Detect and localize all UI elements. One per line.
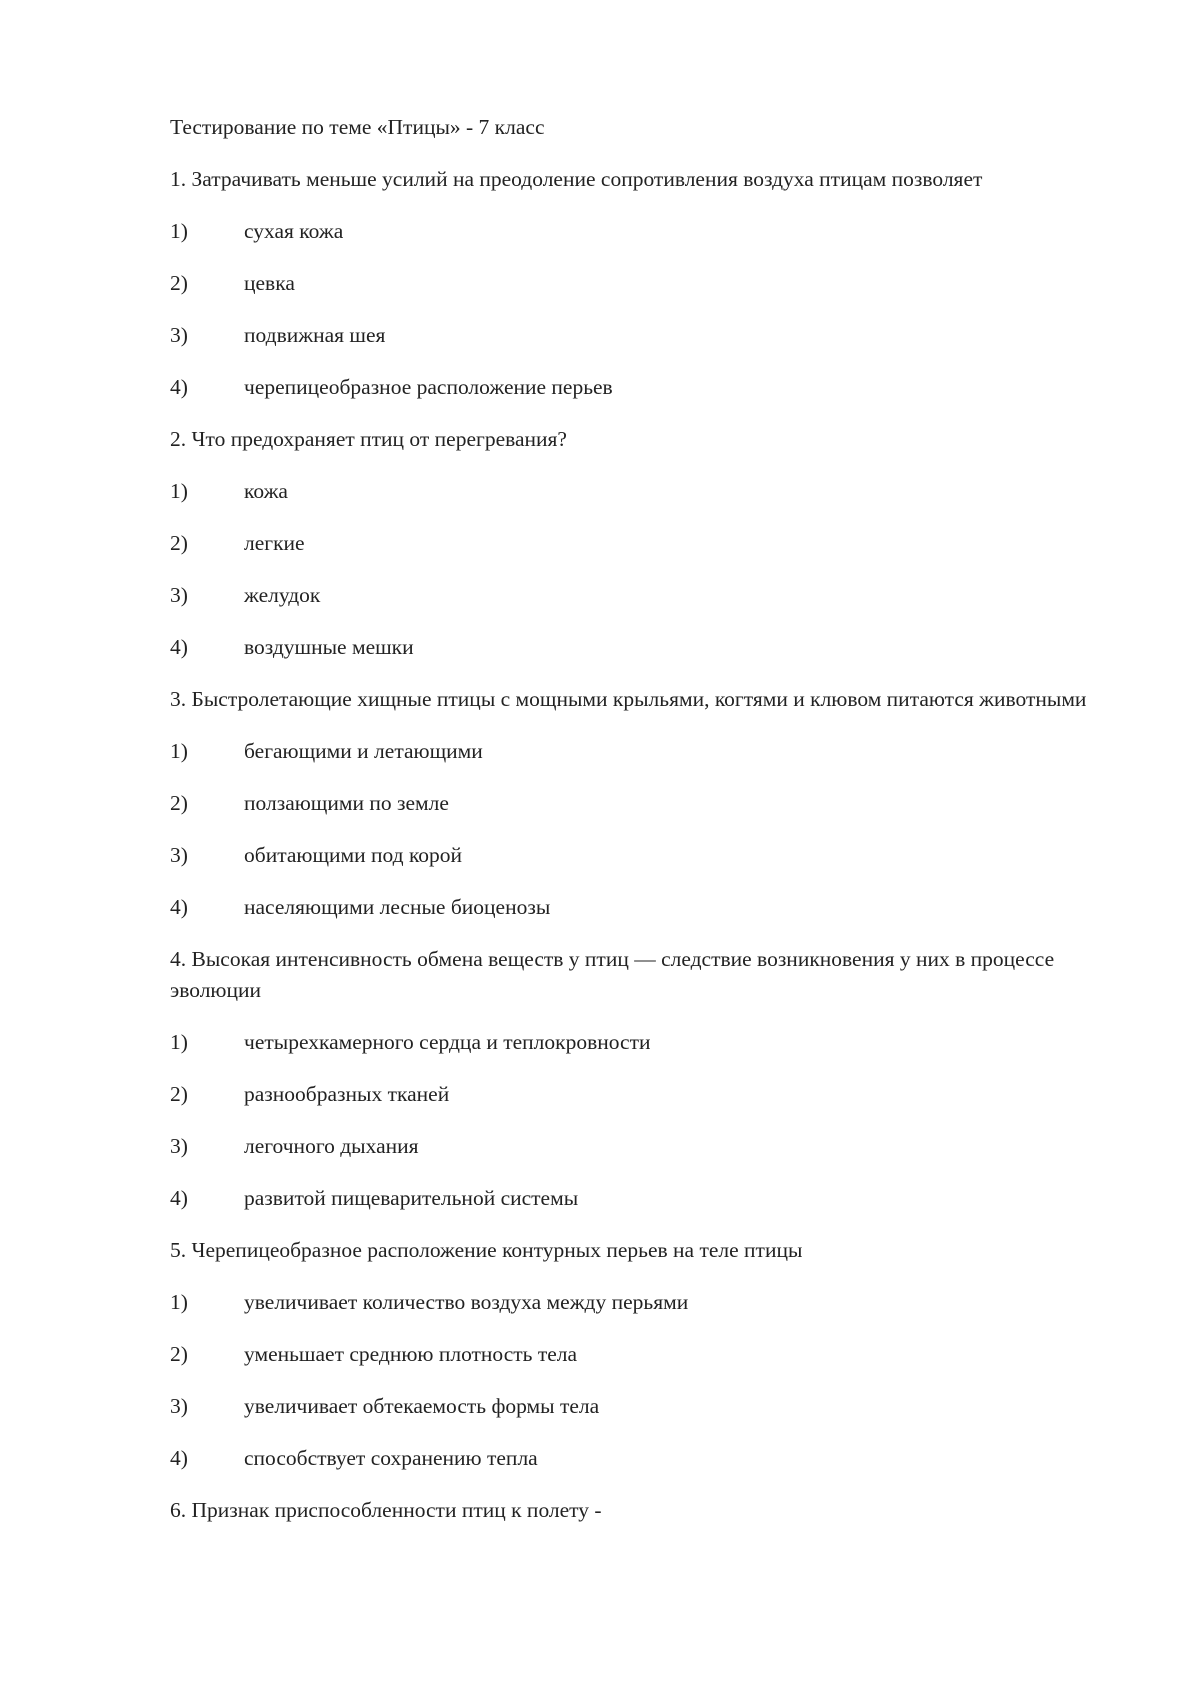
option-text: разнообразных тканей [244, 1082, 450, 1106]
question-5-option-2 [170, 1339, 1100, 1370]
option-number: 4) [170, 1186, 188, 1210]
option-text: способствует сохранению тепла [244, 1446, 538, 1470]
question-1-option-2 [170, 268, 1100, 299]
option-number: 1) [170, 479, 188, 503]
option-number: 1) [170, 219, 188, 243]
option-number: 4) [170, 895, 188, 919]
option-number: 4) [170, 1446, 188, 1470]
option-text: подвижная шея [244, 323, 386, 347]
question-6-text: 6. Признак приспособленности птиц к полету - [170, 1498, 602, 1522]
question-3-text: 3. Быстролетающие хищные птицы с мощными крыльями, когтями и клювом питаются животными [170, 687, 1087, 711]
question-1-option-1 [170, 216, 1100, 247]
question-2-option-2 [170, 528, 1100, 559]
question-3-option-1 [170, 736, 1100, 767]
question-5-option-1 [170, 1287, 1100, 1318]
option-text: увеличивает обтекаемость формы тела [244, 1394, 600, 1418]
option-number: 3) [170, 843, 188, 867]
option-number: 2) [170, 791, 188, 815]
question-4-option-1 [170, 1027, 1100, 1058]
option-text: цевка [244, 271, 295, 295]
document-title: Тестирование по теме «Птицы» - 7 класс [170, 115, 545, 139]
question-5-option-3 [170, 1391, 1100, 1422]
option-number: 1) [170, 1290, 188, 1314]
option-number: 3) [170, 583, 188, 607]
question-4-option-2 [170, 1079, 1100, 1110]
question-4-option-3 [170, 1131, 1100, 1162]
option-text: развитой пищеварительной системы [244, 1186, 579, 1210]
option-number: 3) [170, 1134, 188, 1158]
option-number: 2) [170, 531, 188, 555]
question-4-option-4 [170, 1183, 1100, 1214]
question-2-text: 2. Что предохраняет птиц от перегревания? [170, 427, 567, 451]
option-text: воздушные мешки [244, 635, 414, 659]
question-3-option-2 [170, 788, 1100, 819]
option-number: 1) [170, 1030, 188, 1054]
question-3-option-3 [170, 840, 1100, 871]
option-text: ползающими по земле [244, 791, 449, 815]
option-text: населяющими лесные биоценозы [244, 895, 551, 919]
question-5-text: 5. Черепицеобразное расположение контурных перьев на теле птицы [170, 1238, 803, 1262]
question-1-option-4 [170, 372, 1100, 403]
option-number: 3) [170, 323, 188, 347]
option-text: легочного дыхания [244, 1134, 419, 1158]
option-number: 4) [170, 375, 188, 399]
question-2-option-1 [170, 476, 1100, 507]
option-number: 3) [170, 1394, 188, 1418]
option-text: желудок [244, 583, 321, 607]
option-text: сухая кожа [244, 219, 344, 243]
question-4-text: 4. Высокая интенсивность обмена веществ у птиц — следствие возникновения у них в процессе эволюции [170, 947, 1055, 1002]
document-content [170, 112, 1100, 1547]
option-number: 2) [170, 271, 188, 295]
option-text: увеличивает количество воздуха между перьями [244, 1290, 689, 1314]
option-text: бегающими и летающими [244, 739, 483, 763]
option-number: 2) [170, 1082, 188, 1106]
question-1-option-3 [170, 320, 1100, 351]
question-5-option-4 [170, 1443, 1100, 1474]
option-text: черепицеобразное расположение перьев [244, 375, 613, 399]
question-2-option-4 [170, 632, 1100, 663]
option-number: 2) [170, 1342, 188, 1366]
question-1-text: 1. Затрачивать меньше усилий на преодоление сопротивления воздуха птицам позволяет [170, 167, 983, 191]
question-2-option-3 [170, 580, 1100, 611]
option-text: легкие [244, 531, 305, 555]
option-text: обитающими под корой [244, 843, 463, 867]
option-text: кожа [244, 479, 288, 503]
option-text: четырехкамерного сердца и теплокровности [244, 1030, 651, 1054]
option-number: 1) [170, 739, 188, 763]
option-number: 4) [170, 635, 188, 659]
question-3-option-4 [170, 892, 1100, 923]
option-text: уменьшает среднюю плотность тела [244, 1342, 578, 1366]
